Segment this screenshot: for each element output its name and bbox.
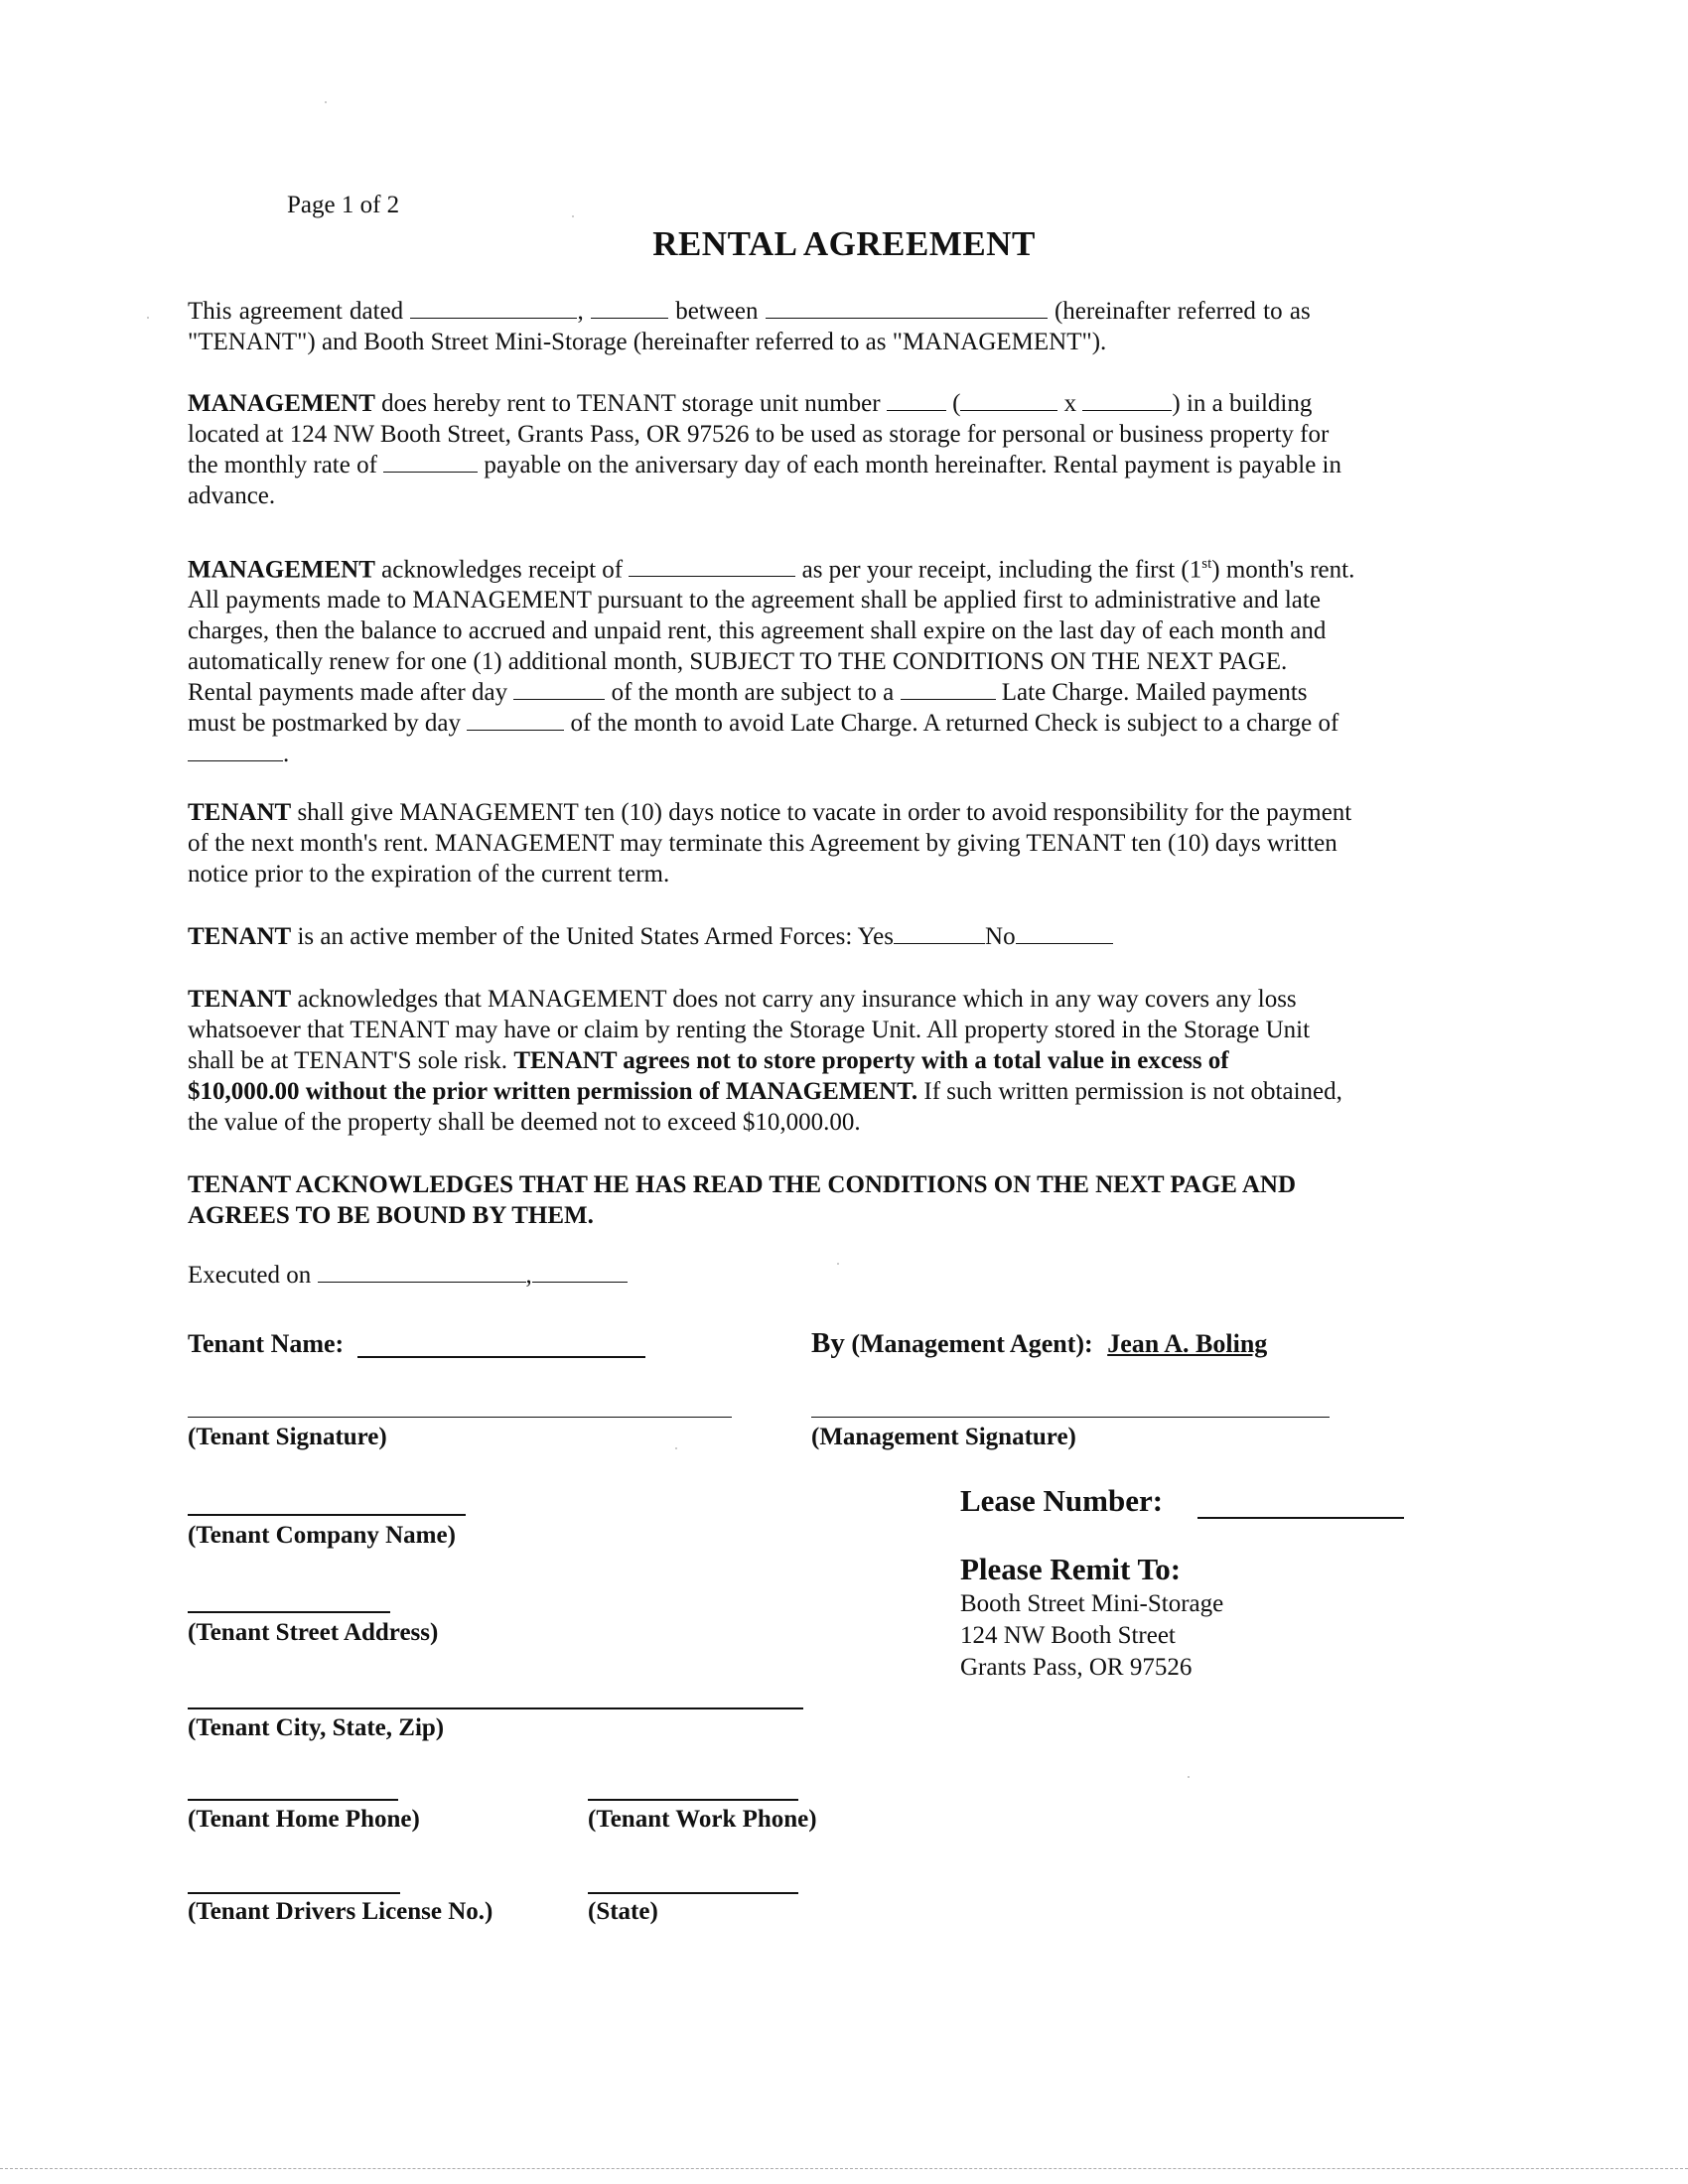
home-phone-line[interactable]	[188, 1799, 398, 1801]
remit-line-3: Grants Pass, OR 97526	[960, 1654, 1193, 1681]
year-blank	[591, 296, 668, 319]
executed-year-blank[interactable]	[532, 1260, 628, 1283]
tenant-signature-label: (Tenant Signature)	[188, 1424, 387, 1450]
scan-speck	[325, 101, 327, 103]
tenant-signature-line[interactable]	[188, 1417, 732, 1418]
management-signature-label: (Management Signature)	[811, 1424, 1076, 1450]
unit-width-blank	[960, 388, 1057, 411]
street-address-label: (Tenant Street Address)	[188, 1619, 439, 1646]
remit-line-1: Booth Street Mini-Storage	[960, 1590, 1224, 1617]
armed-forces-paragraph: TENANT is an active member of the United States Armed Forces: Yes No	[188, 921, 1488, 952]
management-signature-line[interactable]	[811, 1417, 1330, 1418]
scan-speck	[572, 215, 574, 217]
agent-name: Jean A. Boling	[1107, 1329, 1268, 1358]
state-label: (State)	[588, 1898, 658, 1925]
tenant-name-label: Tenant Name:	[188, 1329, 345, 1358]
unit-number-blank	[887, 388, 946, 411]
street-address-line[interactable]	[188, 1611, 390, 1613]
remit-to-block	[960, 1551, 1223, 1684]
scan-edge-line	[0, 2168, 1688, 2169]
scan-speck	[837, 1263, 839, 1265]
city-state-zip-line[interactable]	[188, 1707, 803, 1709]
management-agent-line: By (Management Agent): Jean A. Boling	[811, 1327, 1268, 1359]
late-day-blank	[513, 677, 605, 700]
postmark-day-blank	[467, 708, 564, 731]
acknowledgement-paragraph: TENANT ACKNOWLEDGES THAT HE HAS READ THE CONDITIONS ON THE NEXT PAGE AND AGREES TO BE BOUND BY THEM.	[188, 1171, 1297, 1229]
unit-rental-paragraph: MANAGEMENT does hereby rent to TENANT storage unit number ( x ) in a building located at 124 NW Booth Street, Grants Pass, OR 97526 to be used as storage for personal or business property for the monthly rate of payable on the aniversary day of each month hereinafter. Rental payment is payable in advance.	[188, 390, 1341, 509]
receipt-amount-blank	[629, 554, 795, 577]
remit-to-heading: Please Remit To:	[960, 1552, 1182, 1586]
insurance-paragraph: TENANT acknowledges that MANAGEMENT does not carry any insurance which in any way covers any loss whatsoever that TENANT may have or claim by renting the Storage Unit. All property stored in the Storage Unit shall be at TENANT'S sole risk. TENANT agrees not to store property with a total value in excess of $10,000.00 without the prior written permission of MANAGEMENT. If such written permission is not obtained, the value of the property shall be deemed not to exceed $10,000.00.	[188, 986, 1342, 1136]
work-phone-label: (Tenant Work Phone)	[588, 1806, 817, 1833]
date-blank	[410, 296, 577, 319]
lease-number-line[interactable]	[1197, 1517, 1404, 1519]
tenant-name-blank	[766, 296, 1048, 319]
monthly-rate-blank	[383, 450, 478, 473]
executed-on-line: Executed on ,	[188, 1260, 1488, 1291]
document-title: RENTAL AGREEMENT	[652, 224, 1036, 263]
scan-speck	[1188, 1776, 1190, 1778]
drivers-license-line[interactable]	[188, 1892, 400, 1894]
unit-length-blank	[1082, 388, 1172, 411]
armed-forces-yes-blank[interactable]	[894, 921, 985, 944]
work-phone-line[interactable]	[588, 1799, 798, 1801]
tenant-name-line[interactable]	[357, 1356, 645, 1358]
company-name-line[interactable]	[188, 1514, 466, 1516]
payment-terms-paragraph: MANAGEMENT acknowledges receipt of as per your receipt, including the first (1st) month's rent. All payments made to MANAGEMENT pursuant to the agreement shall be applied first to administrative and late charges, then the balance to accrued and unpaid rent, this agreement shall expire on the last day of each month and automatically renew for one (1) additional month, SUBJECT TO THE CONDITIONS ON THE NEXT PAGE. Rental payments made after day of the month are subject to a Late Charge. Mailed payments must be postmarked by day of the month to avoid Late Charge. A returned Check is subject to a charge of .	[188, 556, 1355, 768]
scan-speck	[675, 1447, 677, 1449]
city-state-zip-label: (Tenant City, State, Zip)	[188, 1714, 445, 1741]
lease-number-label: Lease Number:	[960, 1483, 1164, 1518]
scan-speck	[147, 317, 149, 319]
state-line[interactable]	[588, 1892, 798, 1894]
late-charge-blank	[901, 677, 996, 700]
armed-forces-no-blank[interactable]	[1016, 921, 1113, 944]
company-name-label: (Tenant Company Name)	[188, 1522, 456, 1549]
remit-line-2: 124 NW Booth Street	[960, 1622, 1176, 1649]
returned-check-fee-blank	[188, 739, 283, 761]
executed-date-blank[interactable]	[318, 1260, 526, 1283]
page-number: Page 1 of 2	[287, 192, 400, 218]
drivers-license-label: (Tenant Drivers License No.)	[188, 1898, 493, 1925]
agreement-parties-paragraph: This agreement dated , between (hereinafter referred to as "TENANT") and Booth Street Mini-Storage (hereinafter referred to as "MANAGEMENT").	[188, 298, 1311, 355]
home-phone-label: (Tenant Home Phone)	[188, 1806, 420, 1833]
notice-paragraph: TENANT shall give MANAGEMENT ten (10) days notice to vacate in order to avoid responsibility for the payment of the next month's rent. MANAGEMENT may terminate this Agreement by giving TENANT ten (10) days written notice prior to the expiration of the current term.	[188, 799, 1352, 887]
